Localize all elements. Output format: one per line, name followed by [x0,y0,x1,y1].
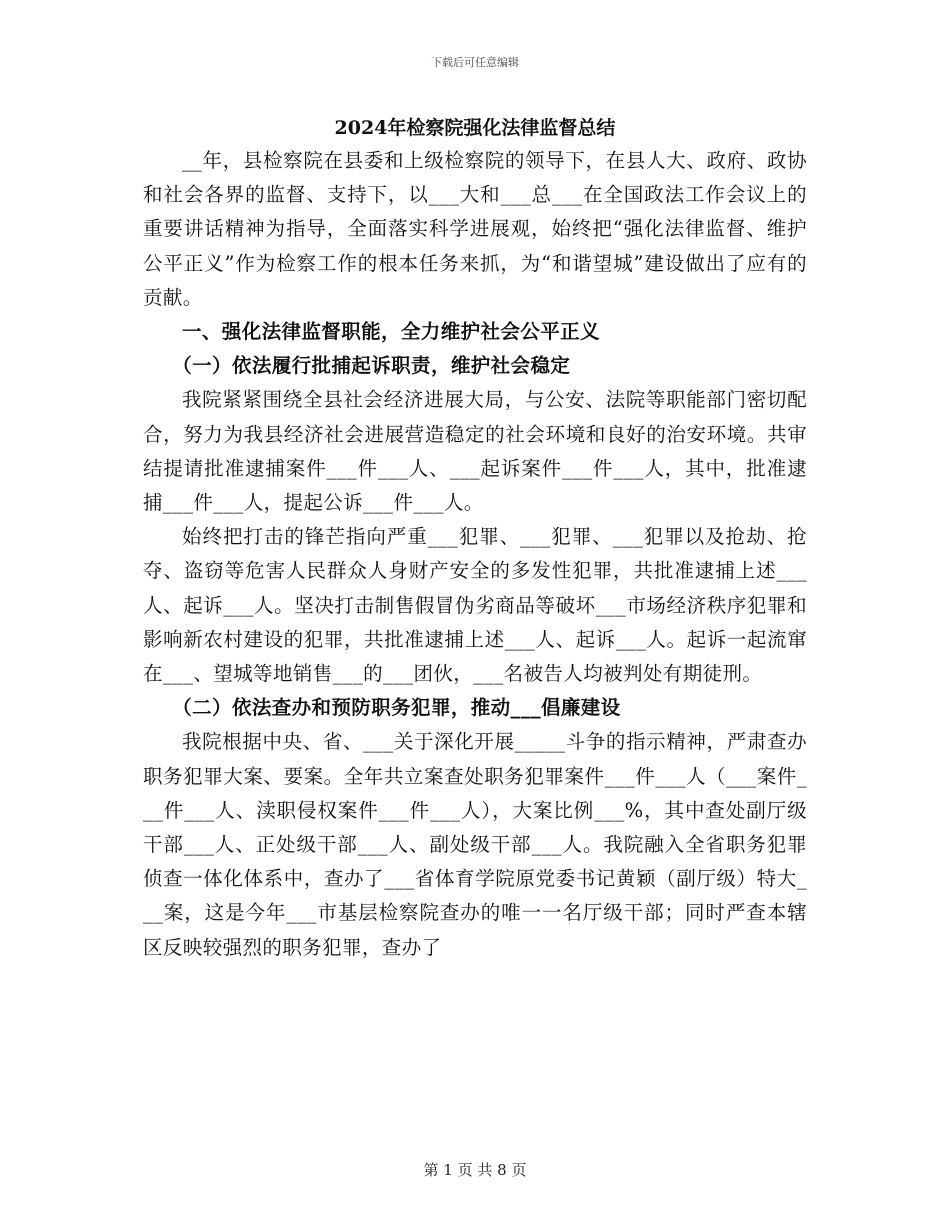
document-body [143,114,807,965]
subsection-heading-2: （二）依法查办和预防职务犯罪，推动___倡廉建设 [172,696,621,720]
section-heading-1: 一、强化法律监督职能，全力维护社会公平正义 [182,320,600,344]
subsection-heading-1: （一）依法履行批捕起诉职责，维护社会稳定 [172,354,571,378]
subsection-2-paragraph-1: 我院根据中央、省、___关于深化开展_____斗争的指示精神，严肃查办职务犯罪大案、要案。全年共立案查处职务犯罪案件___件___人（___案件___件___人、渎职侵权案件___件___人），大案比例___%，其中查处副厅级干部___人、正处级干部___人、副处级干部___人。我院融入全省职务犯罪侦查一体化体系中，查办了___省体育学院原党委书记黄颖（副厅级）特大___案，这是今年___市基层检察院查办的唯一一名厅级干部；同时严查本辖区反映较强烈的职务犯罪，查办了 [143,730,807,959]
page-number-footer: 第 1 页 共 8 页 [423,1161,527,1179]
intro-paragraph: __年，县检察院在县委和上级检察院的领导下，在县人大、政府、政协和社会各界的监督、支持下，以___大和___总___在全国政法工作会议上的重要讲话精神为指导，全面落实科学进展观，始终把“强化法律监督、维护公平正义”作为检察工作的根本任务来抓，为“和谐望城”建设做出了应有的贡献。 [143,149,807,309]
subsection-1-paragraph-2: 始终把打击的锋芒指向严重___犯罪、___犯罪、___犯罪以及抢劫、抢夺、盗窃等危害人民群众人身财产安全的多发性犯罪，共批准逮捕上述___人、起诉___人。坚决打击制售假冒伪劣商品等破坏___市场经济秩序犯罪和影响新农村建设的犯罪，共批准逮捕上述___人、起诉___人。起诉一起流窜在___、望城等地销售___的___团伙，___名被告人均被判处有期徒刑。 [143,525,807,686]
document-title: 2024年检察院强化法律监督总结 [334,117,616,139]
page-header-note: 下载后可任意编辑 [431,56,519,69]
subsection-1-paragraph-1: 我院紧紧围绕全县社会经济进展大局，与公安、法院等职能部门密切配合，努力为我县经济社会进展营造稳定的社会环境和良好的治安环境。共审结提请批准逮捕案件___件___人、___起诉案件___件___人，其中，批准逮捕___件___人，提起公诉___件___人。 [143,388,807,515]
